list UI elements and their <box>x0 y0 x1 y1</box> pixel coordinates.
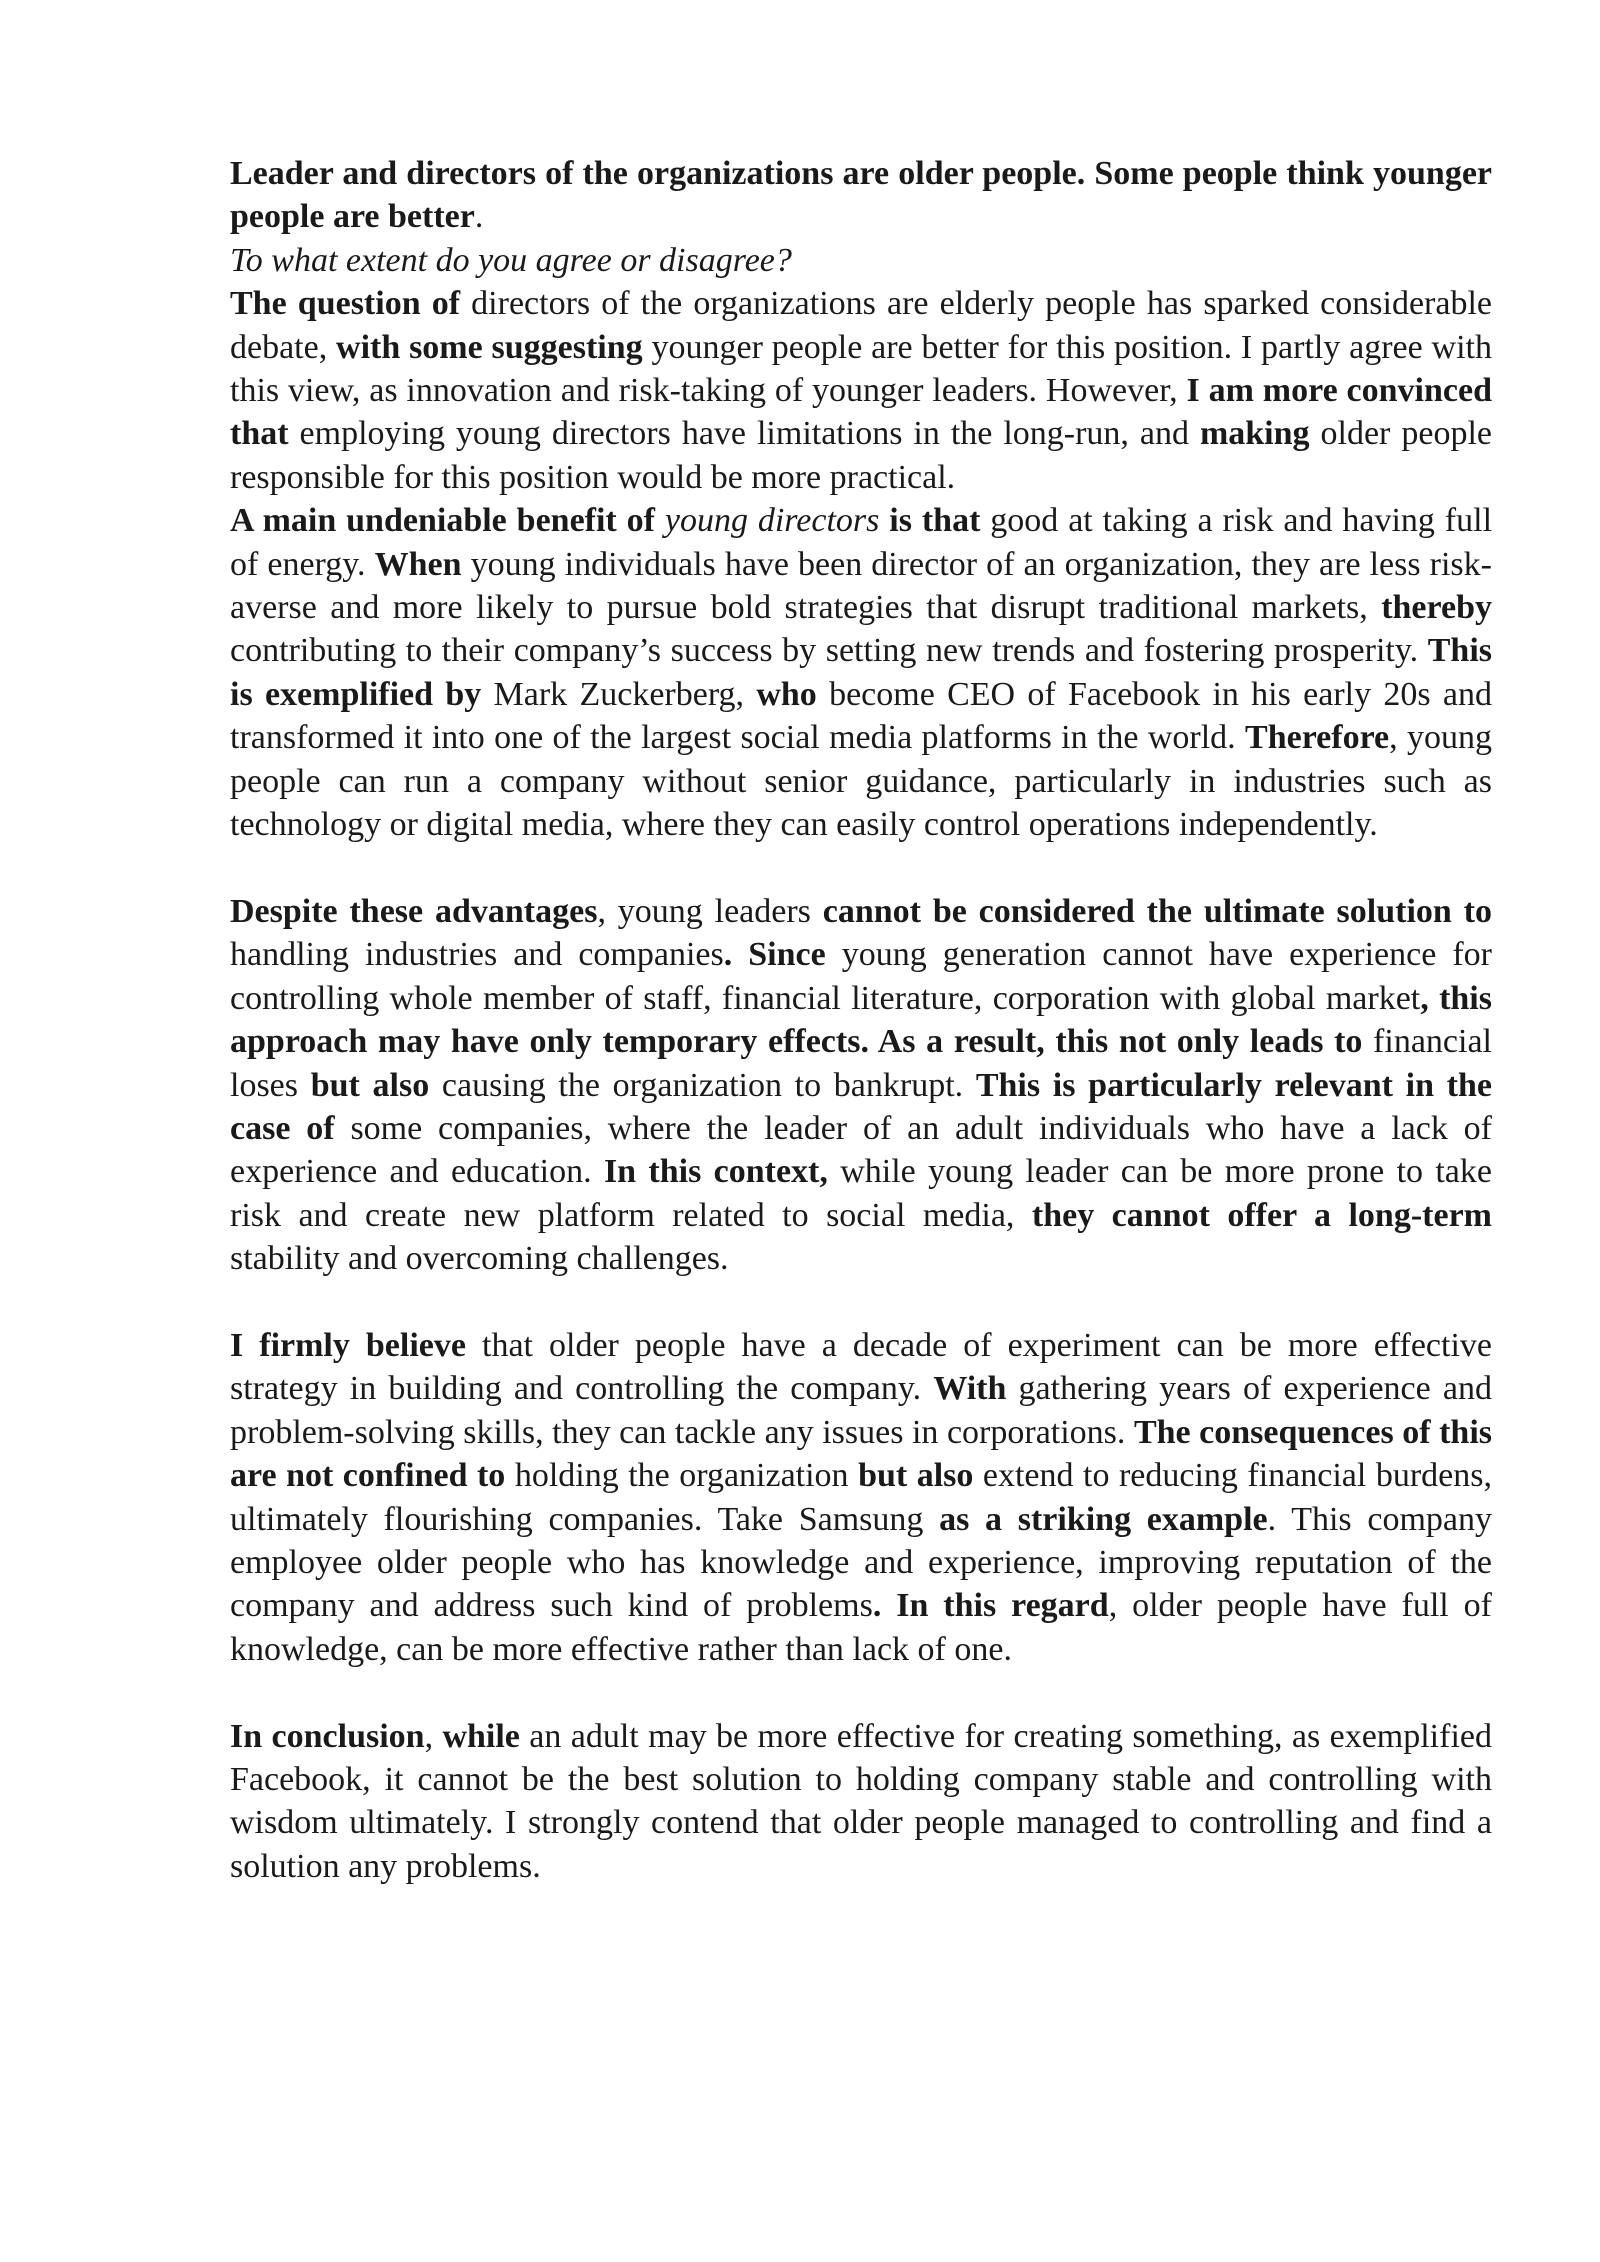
essay-question: To what extent do you agree or disagree? <box>230 241 792 279</box>
paragraph-spacer <box>230 1281 1492 1324</box>
body-paragraph-3: I firmly believe that older people have a decade of experiment can be more effective strategy in building and controlling the company. With gathering years of experience and problem-solving skills, they can tackle any issues in corporations. The consequences of this are not confined to holding the organization but also extend to reducing financial burdens, ultimately flourishing companies. Take Samsung as a striking example. This company employee older people who has knowledge and experience, improving reputation of the company and address such kind of problems. In this regard, older people have full of knowledge, can be more effective rather than lack of one. <box>230 1326 1493 1668</box>
paragraph-spacer <box>230 1671 1492 1714</box>
intro-paragraph: The question of directors of the organizations are elderly people has sparked considerable debate, with some suggesting younger people are better for this position. I partly agree with this view, as innovation and risk-taking of younger leaders. However, I am more convinced that employing young directors have limitations in the long-run, and making older people responsible for this position would be more practical. <box>230 285 1493 496</box>
paragraph-spacer <box>230 847 1492 890</box>
body-paragraph-2: Despite these advantages, young leaders cannot be considered the ultimate solution to handling industries and companies. Since young generation cannot have experience for controlling whole member of staff, financial literature, corporation with global market, this approach may have only temporary effects. As a result, this not only leads to financial loses but also causing the organization to bankrupt. This is particularly relevant in the case of some companies, where the leader of an adult individuals who have a lack of experience and education. In this context, while young leader can be more prone to take risk and create new platform related to social media, they cannot offer a long-term stability and overcoming challenges. <box>230 892 1492 1278</box>
essay-body <box>230 152 1492 1888</box>
body-paragraph-1: A main undeniable benefit of young directors is that good at taking a risk and having full of energy. When young individuals have been director of an organization, they are less risk-averse and more likely to pursue bold strategies that disrupt traditional markets, thereby contributing to their company’s success by setting new trends and fostering prosperity. This is exemplified by Mark Zuckerberg, who become CEO of Facebook in his early 20s and transformed it into one of the largest social media platforms in the world. Therefore, young people can run a company without senior guidance, particularly in industries such as technology or digital media, where they can easily control operations independently. <box>230 502 1493 844</box>
conclusion-paragraph: In conclusion, while an adult may be more effective for creating something, as exemplified Facebook, it cannot be the best solution to holding company stable and controlling with wisdom ultimately. I strongly contend that older people managed to controlling and find a solution any problems. <box>230 1717 1492 1885</box>
essay-title: Leader and directors of the organizations are older people. Some people think younger people are better. <box>230 155 1492 236</box>
